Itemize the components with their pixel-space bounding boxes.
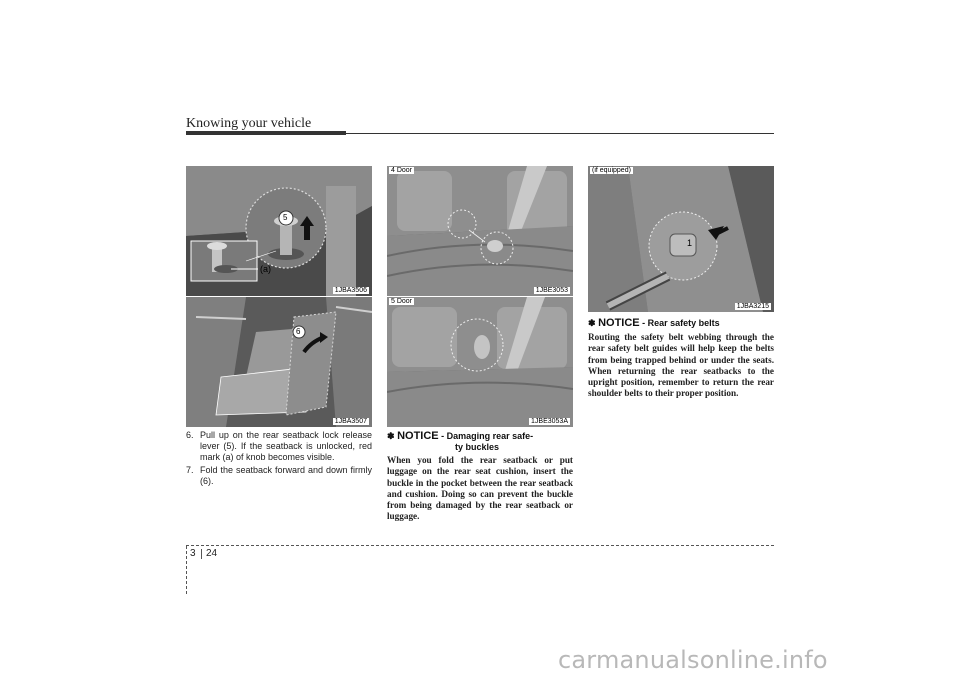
notice-title: NOTICE	[397, 430, 439, 442]
notice-subtitle: - Rear safety belts	[642, 318, 720, 328]
figure-code: 1JBA3507	[334, 418, 367, 425]
step-text: Pull up on the rear seatback lock release lever (5). If the seatback is unlocked, red mark (a) of knob becomes visible.	[200, 430, 372, 462]
notice-symbol: ✽	[387, 431, 395, 441]
figure-4door-buckles	[387, 166, 573, 296]
step-text: Fold the seatback forward and down firmly (6).	[200, 465, 372, 486]
callout-5: 5	[283, 213, 288, 222]
figure-variant-label: 4 Door	[391, 167, 413, 174]
notice-body: When you fold the rear seatback or put luggage on the rear seat cushion, insert the buckle in the pocket between the rear seatback and cushion. Doing so can prevent the buckle from being damaged by the rear seatback or luggage.	[387, 455, 573, 522]
notice-rear-safety-buckles	[387, 431, 573, 523]
step-number: 6.	[186, 430, 194, 440]
notice-subtitle: - Damaging rear safe-	[441, 431, 534, 441]
figure-5door-buckles	[387, 297, 573, 427]
callout-1: 1	[687, 238, 693, 248]
callout-6: 6	[296, 327, 301, 336]
figure-code: 1JBE3053	[535, 287, 568, 294]
notice-heading	[588, 318, 774, 329]
step-item	[186, 430, 372, 463]
notice-heading	[387, 431, 573, 453]
footer-vertical-rule	[186, 546, 187, 594]
notice-subtitle-cont: ty buckles	[455, 442, 500, 452]
figure-code: 1JBA3215	[736, 303, 769, 310]
step-item	[186, 465, 372, 487]
page-number: 24	[206, 548, 218, 559]
notice-title: NOTICE	[598, 317, 640, 329]
footer-separator	[201, 549, 202, 559]
notice-rear-safety-belts	[588, 318, 774, 400]
header-rule	[346, 133, 774, 134]
callout-a: (a)	[260, 264, 271, 274]
step-number: 7.	[186, 465, 194, 475]
figure-seatback-fold	[186, 297, 372, 427]
watermark: carmanualsonline.info	[558, 646, 828, 674]
figure-seatback-lock-lever	[186, 166, 372, 296]
notice-body: Routing the safety belt webbing through the rear safety belt guides will help keep the belts from being trapped behind or under the seats. When returning the rear seatbacks to the upright position, remember to return the rear shoulder belts to their proper position.	[588, 332, 774, 399]
figure-availability-label: (if equipped)	[592, 167, 631, 174]
figure-rear-belt-guide	[588, 166, 774, 312]
footer-rule	[186, 545, 774, 546]
figure-code: 1JBE3053A	[531, 418, 568, 425]
notice-symbol: ✽	[588, 318, 596, 328]
instruction-steps	[186, 430, 372, 489]
header-bar	[186, 131, 346, 135]
chapter-number: 3	[190, 548, 196, 559]
figure-code: 1JBA3506	[334, 287, 367, 294]
section-title: Knowing your vehicle	[186, 116, 312, 131]
figure-variant-label: 5 Door	[391, 298, 413, 305]
